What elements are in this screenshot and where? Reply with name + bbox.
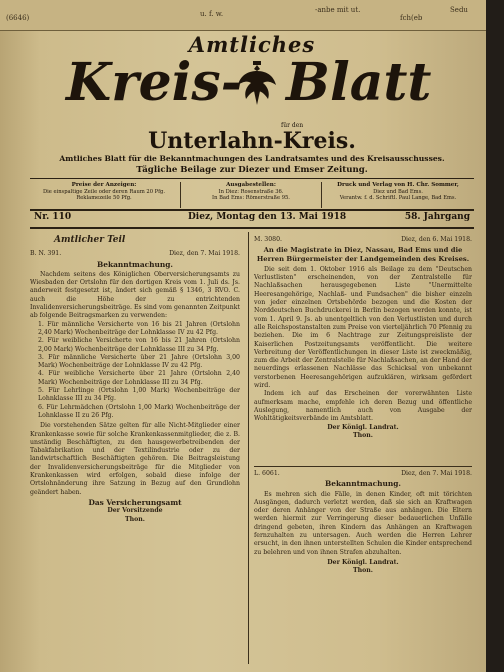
issue-date: Diez, Montag den 13. Mai 1918 xyxy=(188,212,347,222)
notice-item: 2. Für weibliche Versicherte von 16 bis 21 Jahren (Ortslohn 2,00 Mark) Wochenbeiträge der Lohnklasse III zu 34 Pfg. xyxy=(38,337,240,353)
info-box-line: In Diez: Rosenstraße 36. xyxy=(218,188,284,195)
notice-meta xyxy=(254,470,472,478)
info-box-outlets xyxy=(180,182,322,208)
info-box-line: Die einspaltige Zeile oder deren Raum 20 Pfg. xyxy=(42,188,166,195)
prev-fragment: -anbe mit ut. xyxy=(315,6,361,14)
info-box-line: Verantw. f. d. Schriftl. Paul Lange, Bad Ems. xyxy=(339,195,457,201)
notice-body: Die seit dem 1. Oktober 1916 als Beilage zu dem "Deutschen Verlustlisten" erscheinenden, von der Zentralstelle für Nachlaßsachen herausgegebenen Liste "Unermittelte Heeresangehörige, Nachlaß- und Fundsachen" die bisher einzeln von jeder einzelnen Ortsbehörde bezogen und die Kosten der Norddeutschen Buchdruckerei in Berlin bezogen werden konnte, ist vom 1. April 9. Js. ab unentgeltlich von den Verlustlisten und durch alle Reichspostanstalten zum Preise von vierteljährlich 70 Pfennig zu beziehen. Die im 6 Nachtrage zur Zeitungspreisliste der Kaiserlichen Postzeitungsamts veröffentlicht. Die weitere Verbreitung der Veröffentlichungen in dieser Liste ist zweckmäßig, zum die Arbeit der Zentralstelle für Nachlaßsachen, an der Hand der neuerdings erlassenen Nachlässe das Schicksal von unbekannt verstorbenen Heeresangehörigen aufzuklären, wirksam gefördert wird. xyxy=(254,265,472,390)
masthead-blatt: Blatt xyxy=(286,52,432,113)
notice-body: Es mehren sich die Fälle, in denen Kinder, oft mit törichten Ausgängen, dadurch verletzt werden, daß sie sich an Kraftwagen oder deren Anhänger von der Straße aus anhängen. Die Eltern werden hiermit zur Verringerung dieser bedauerlichen Unfälle dringend gebeten, ihren Kindern das Anhängen an Kraftwagen fernzuhalten zu untersagen. Auch werden die Herren Lehrer ersucht, in den ihnen unterstellten Schulen die Kinder entsprechend zu belehren und von ihnen Strafen abzuhalten. xyxy=(254,490,472,556)
notice-date: Diez, den 7. Mai 1918. xyxy=(169,250,240,258)
signature-role: Der Vorsitzende xyxy=(107,507,163,515)
masthead-fur-den: für den xyxy=(281,122,304,129)
info-box-title: Druck und Verlag von H. Chr. Sommer, xyxy=(337,182,459,188)
info-box-title: Preise der Anzeigen: xyxy=(71,182,137,188)
notice-item: 6. Für Lehrmädchen (Ortslohn 1,00 Mark) Wochenbeiträge der Lohnklasse II zu 26 Pfg. xyxy=(38,403,240,419)
signature-role: Der Königl. Landrat. xyxy=(327,558,399,566)
divider xyxy=(30,209,474,211)
masthead-subtitle2: Tägliche Beilage zur Diezer und Emser Zeitung. xyxy=(136,165,368,175)
notice-ref: L. 6061. xyxy=(254,470,280,477)
notice-date: Diez, den 6. Mai 1918. xyxy=(401,236,472,243)
masthead-subtitle: Amtliches Blatt für die Bekanntmachungen des Landratsamtes und des Kreisausschusses. xyxy=(59,154,445,163)
info-box-publisher xyxy=(322,182,474,208)
notice-heading: Bekanntmachung. xyxy=(325,479,401,489)
notice-ref: M. 3080. xyxy=(254,236,282,243)
info-box-line: Diez und Bad Ems. xyxy=(373,188,423,195)
notice-date: Diez, den 7. Mai 1918. xyxy=(401,470,472,477)
info-box-line: Reklamezeile 50 Pfg. xyxy=(76,195,132,201)
notice-item: 3. Für männliche Versicherte über 21 Jahre (Ortslohn 3,00 Mark) Wochenbeiträge der Lohnklasse IV zu 42 Pfg. xyxy=(38,353,240,370)
masthead-unterlahn-kreis: Unterlahn-Kreis. xyxy=(148,128,356,154)
section-title: Amtlicher Teil xyxy=(54,235,126,245)
notice-closing: Die vorstehenden Sätze gelten für alle Nicht-Mitglieder einer Krankenkasse sowie für solche Krankenkassenmitglieder, die z. B. unständig Beschäftigten, zu den hausgewerbetreibenden der Tabakfabrikation und der Textilindustrie oder zu der landwirtschaftlich Beschäftigten gehören. Die Beitragsleistung der Invalidenversicherungsbeiträge für die Mitglieder von Krankenkassen wird erfolgen, sobald diese infolge der Ortslohnänderung ihre Satzung in Bezug auf den Grundlohn geändert haben. xyxy=(30,422,240,496)
masthead xyxy=(26,30,478,154)
notice-item: 5. Für Lehrlinge (Ortslohn 1,00 Mark) Wochenbeiträge der Lohnklasse III zu 34 Pfg. xyxy=(38,387,240,403)
prev-fragment: fch(eb xyxy=(400,14,423,22)
prev-fragment: (6646) xyxy=(6,14,30,22)
previous-page-strip xyxy=(0,0,504,31)
info-box-prices xyxy=(30,182,178,208)
notice-item: 1. Für männliche Versicherte von 16 bis 21 Jahren (Ortslohn 2,40 Mark) Wochenbeiträge der Lohnklasse IV zu 42 Pfg. xyxy=(38,320,240,336)
notice-meta xyxy=(254,236,472,244)
notice-body: Indem ich auf das Erscheinen der vorerwähnten Liste aufmerksam mache, empfehle ich deren Bezug und öffentliche Auslegung, namentlich auch von Ausgabe der Wohltätigkeitsverbände im Amtsblatt. xyxy=(254,390,472,423)
dateline xyxy=(30,212,474,226)
notice-ref: B. N. 391. xyxy=(30,250,62,258)
signature-name: Thon. xyxy=(353,431,373,439)
divider xyxy=(254,466,472,467)
right-column-lower xyxy=(254,470,472,576)
notice-address: An die Magistrate in Diez, Nassau, Bad Ems und die Herren Bürgermeister der Landgemeinden des Kreises. xyxy=(256,246,470,263)
column-divider xyxy=(248,232,249,664)
right-column xyxy=(254,236,472,440)
notice-item: 4. Für weibliche Versicherte über 21 Jahre (Ortslohn 2,40 Mark) Wochenbeiträge der Lohnklasse III zu 34 Pfg. xyxy=(38,370,240,386)
issue-number: Nr. 110 xyxy=(34,212,72,222)
signature-role: Der Königl. Landrat. xyxy=(327,423,399,431)
signature-name: Thon. xyxy=(125,515,145,523)
signature-name: Thon. xyxy=(353,567,373,575)
volume-year: 58. Jahrgang xyxy=(404,212,470,222)
notice-meta xyxy=(30,250,240,258)
prev-fragment: Sedu xyxy=(450,6,468,14)
info-box-title: Ausgabestellen: xyxy=(226,182,276,188)
eagle-crest-icon xyxy=(236,59,278,109)
masthead-amtliches: Amtliches xyxy=(188,32,316,57)
signature-office: Das Versicherungsamt xyxy=(88,497,182,507)
masthead-kreis-blatt xyxy=(26,54,478,112)
info-box-line: In Bad Ems: Römerstraße 95. xyxy=(212,195,290,201)
divider xyxy=(30,227,474,229)
binding-edge xyxy=(486,0,504,672)
notice-intro: Nachdem seitens des Königlichen Oberversicherungsamts zu Wiesbaden der Ortslohn für den dortigen Kreis vom 1. Juli ds. Js. anderweit festgesetzt ist, ändert sich gemäß § 1346, 3 RVO. C. auch die Höhe der zu entrichtenden Invalidenversicherungsbeiträge. Es sind vom genannten Zeitpunkt ab folgende Beitragsmarken zu verwenden: xyxy=(30,270,240,320)
divider xyxy=(30,178,474,179)
notice-heading: Bekanntmachung. xyxy=(97,259,173,269)
prev-fragment: u. f. w. xyxy=(200,10,224,18)
left-column xyxy=(30,236,240,524)
masthead-kreis: Kreis- xyxy=(66,52,243,113)
